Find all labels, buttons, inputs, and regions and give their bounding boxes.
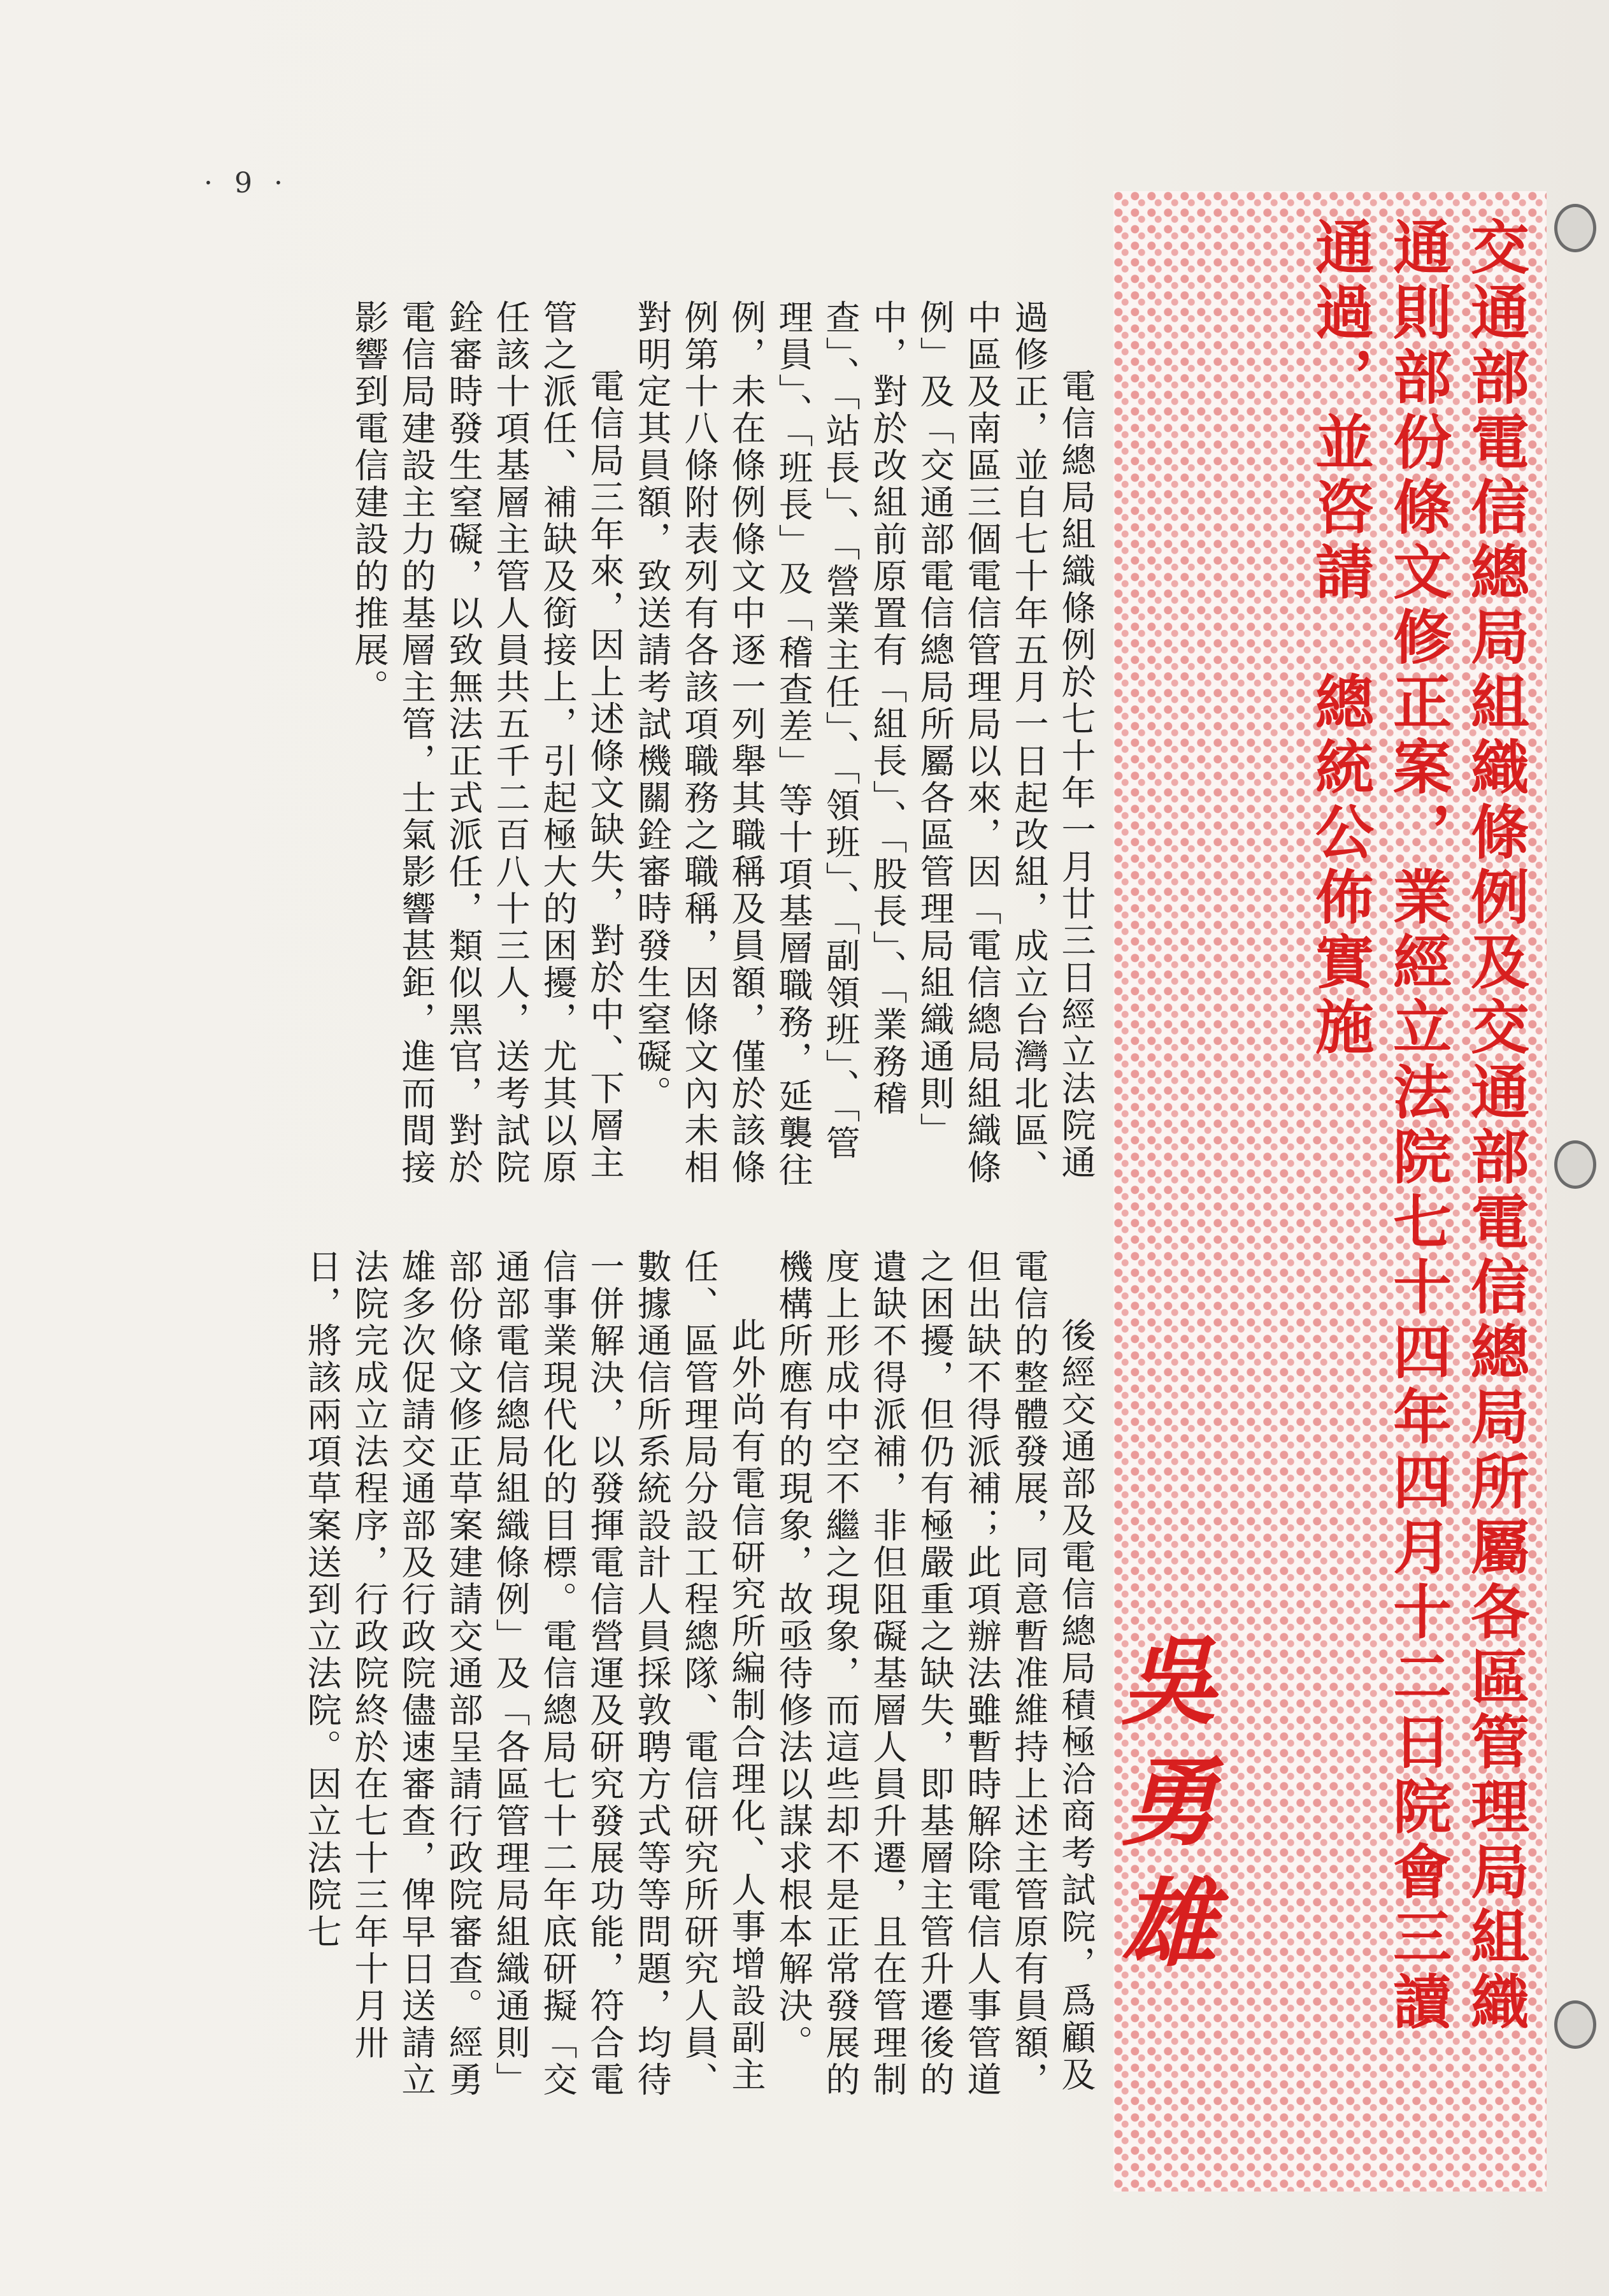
banner-headline: 交通部電信總局組織條例及交通部電信總局所屬各區管理局組織通則部份條文修正案，業經立法院七十四年四月十二日院會三讀通過，並咨請 總統公佈實施 <box>1306 217 1529 2036</box>
article-paragraph: 後經交通部及電信總局積極洽商考試院，爲顧及電信的整體發展，同意暫准維持上述主管原有員額，但出缺不得派補；此項辦法雖暫時解除電信人事管道之困擾，但仍有極嚴重之缺失，即基層主管升遷後的遺缺不得派補，非但阻礙基層人員升遷，且在管理制度上形成中空不繼之現象，而這些却不是正常發展的機構所應有的現象，故亟待修法以謀求根本解決。 <box>773 1249 1096 2099</box>
article-upper-block <box>246 299 1099 1191</box>
page-number: · 9 · <box>204 167 289 199</box>
signature: 吳勇雄 <box>1105 1631 1217 1994</box>
article-paragraph: 此外尚有電信研究所編制合理化、人事增設副主任、區管理局分設工程總隊、電信研究所研究人員、數據通信所系統設計人員採敦聘方式等等問題，均待一併解決，以發揮電信營運及研究發展功能，符合電信事業現代化的目標。電信總局七十二年底研擬「交通部電信總局組織條例」及「各區管理局組織通則」部份條文修正草案建請交通部呈請行政院審查。經勇雄多次促請交通部及行政院儘速審查，俾早日送請立法院完成立法程序，行政院終於在七十三年十月卅日，將該兩項草案送到立法院。因立法院七 <box>302 1249 766 2099</box>
binding-hole-middle <box>1554 1140 1596 1189</box>
binding-hole-top <box>1554 204 1596 252</box>
article-paragraph: 電信局三年來，因上述條文缺失，對於中、下層主管之派任、補缺及銜接上，引起極大的困擾，尤其以原任該十項基層主管人員共五千二百八十三人，送考試院銓審時發生窒礙，以致無法正式派任，類似黑官，對於電信局建設主力的基層主管，士氣影響甚鉅，進而間接影響到電信建設的推展。 <box>349 299 625 1186</box>
article-paragraph: 電信總局組織條例於七十年一月廿三日經立法院通過修正，並自七十年五月一日起改組，成立台灣北區、中區及南區三個電信管理局以來，因「電信總局組織條例」及「交通部電信總局所屬各區管理局組織通則」中，對於改組前原置有「組長」、「股長」、「業務稽查」、「站長」、「營業主任」、「領班」、「副領班」、「管理員」、「班長」及「稽查差」等十項基層職務，延襲往例，未在條例條文中逐一列舉其職稱及員額，僅於該條例第十八條附表列有各該項職務之職稱，因條文內未相對明定其員額，致送請考試機關銓審時發生窒礙。 <box>632 299 1096 1189</box>
binding-hole-bottom <box>1554 2000 1596 2049</box>
article-lower-block <box>284 1249 1099 2128</box>
